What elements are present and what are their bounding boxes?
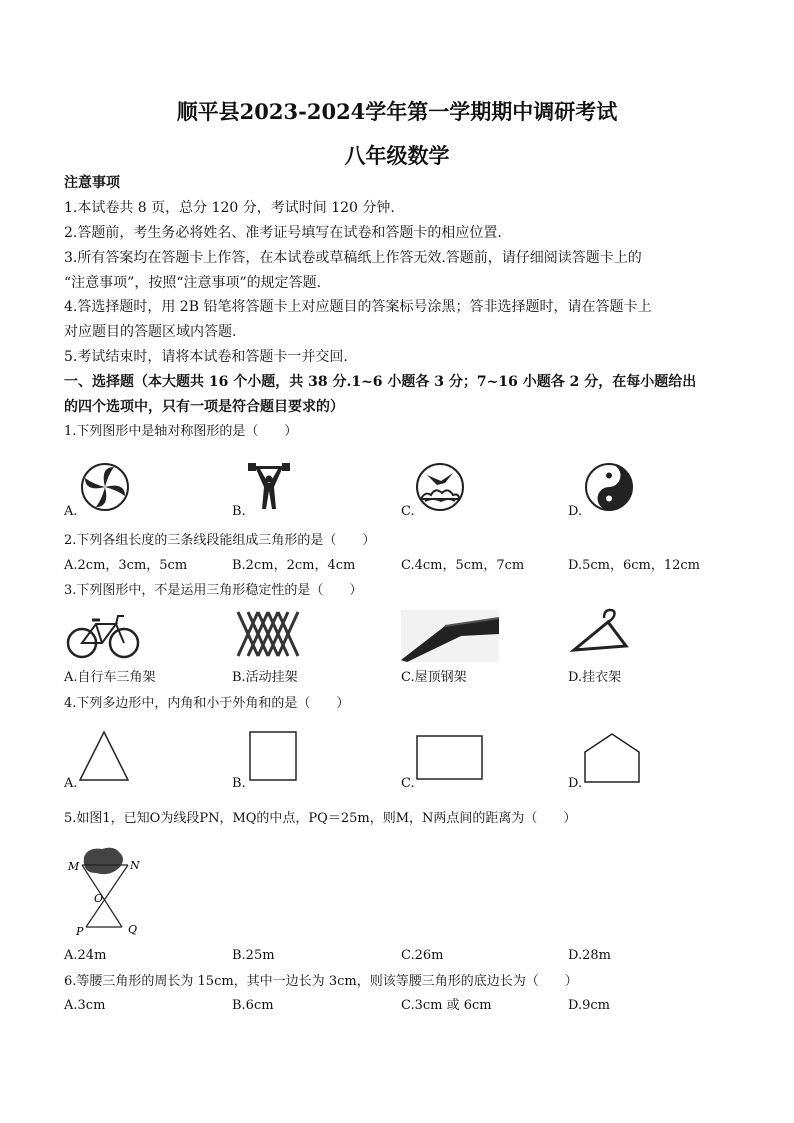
q5-option-c: C.26m bbox=[401, 948, 444, 963]
q3-figure-c-roof-truss bbox=[401, 610, 499, 662]
exam-subtitle: 八年级数学 bbox=[344, 143, 450, 168]
q1-figure-c-bird-clouds bbox=[415, 459, 465, 515]
question-6-stem: 6.等腰三角形的周长为 15cm，其中一边长为 3cm，则该等腰三角形的底边长为（ ） bbox=[64, 974, 578, 989]
label-n: N bbox=[130, 859, 140, 872]
q4-figure-d-pentagon bbox=[584, 732, 642, 784]
q3-option-d: D.挂衣架 bbox=[568, 670, 622, 685]
q2-option-b: B.2cm，2cm，4cm bbox=[232, 558, 356, 573]
q4-option-d: D. bbox=[568, 776, 583, 791]
note-line: 1.本试卷共 8 页，总分 120 分，考试时间 120 分钟. bbox=[64, 200, 395, 216]
question-2-stem: 2.下列各组长度的三条线段能组成三角形的是（ ） bbox=[64, 533, 376, 548]
question-4-stem: 4.下列多边形中，内角和小于外角和的是（ ） bbox=[64, 696, 350, 711]
q2-option-c: C.4cm，5cm，7cm bbox=[401, 558, 525, 573]
label-m: M bbox=[68, 860, 80, 873]
question-5-stem: 5.如图1，已知O为线段PN，MQ的中点，PQ＝25m，则M，N两点间的距离为（ ） bbox=[64, 811, 577, 826]
q6-option-d: D.9cm bbox=[568, 998, 610, 1013]
q1-option-d: D. bbox=[568, 504, 583, 519]
q1-figure-d-yinyang bbox=[584, 459, 634, 515]
q4-option-a: A. bbox=[64, 776, 78, 791]
q1-figure-b-weightlifter bbox=[246, 461, 292, 511]
question-1-stem: 1.下列图形中是轴对称图形的是（ ） bbox=[64, 424, 298, 439]
q1-option-a: A. bbox=[64, 504, 78, 519]
notes-heading: 注意事项 bbox=[64, 175, 120, 191]
q3-option-a: A.自行车三角架 bbox=[64, 670, 156, 685]
q3-figure-d-clothes-hanger bbox=[568, 606, 632, 662]
q3-figure-a-bicycle bbox=[66, 610, 140, 660]
q2-option-a: A.2cm，3cm，5cm bbox=[64, 558, 188, 573]
note-line: 5.考试结束时，请将本试卷和答题卡一并交回. bbox=[64, 349, 348, 365]
q4-figure-b-square bbox=[249, 731, 299, 783]
q1-option-c: C. bbox=[401, 504, 415, 519]
q3-option-c: C.屋顶钢架 bbox=[401, 670, 467, 685]
q6-option-c: C.3cm 或 6cm bbox=[401, 998, 492, 1013]
q4-option-c: C. bbox=[401, 776, 415, 791]
note-line: 4.答选择题时，用 2B 铅笔将答题卡上对应题目的答案标号涂黑；答非选择题时，请在答题卡上 bbox=[64, 299, 652, 315]
q1-option-b: B. bbox=[232, 504, 246, 519]
label-p: P bbox=[76, 925, 84, 937]
q4-figure-c-rectangle bbox=[416, 735, 484, 781]
q4-option-b: B. bbox=[232, 776, 246, 791]
q3-figure-b-folding-rack bbox=[234, 608, 304, 660]
q3-option-b: B.活动挂架 bbox=[232, 670, 298, 685]
section-heading: 一、选择题（本大题共 16 个小题，共 38 分.1~6 小题各 3 分；7~16 小题各 2 分，在每小题给出 bbox=[64, 374, 697, 390]
q4-figure-a-triangle bbox=[78, 730, 130, 782]
note-line: “注意事项”，按照“注意事项”的规定答题. bbox=[64, 275, 322, 291]
question-3-stem: 3.下列图形中，不是运用三角形稳定性的是（ ） bbox=[64, 583, 363, 598]
q5-option-d: D.28m bbox=[568, 948, 611, 963]
label-q: Q bbox=[128, 923, 138, 936]
section-heading-cont: 的四个选项中，只有一项是符合题目要求的） bbox=[64, 399, 344, 415]
q5-figure-pond-distance bbox=[66, 845, 146, 937]
q2-option-d: D.5cm，6cm，12cm bbox=[568, 558, 700, 573]
q6-option-b: B.6cm bbox=[232, 998, 274, 1013]
q5-option-a: A.24m bbox=[64, 948, 107, 963]
note-line: 对应题目的答题区域内答题. bbox=[64, 324, 237, 340]
exam-title: 顺平县2023-2024学年第一学期期中调研考试 bbox=[176, 99, 618, 124]
label-o: O bbox=[94, 892, 104, 905]
q5-option-b: B.25m bbox=[232, 948, 275, 963]
note-line: 2.答题前，考生务必将姓名、准考证号填写在试卷和答题卡的相应位置. bbox=[64, 225, 502, 241]
q6-option-a: A.3cm bbox=[64, 998, 106, 1013]
note-line: 3.所有答案均在答题卡上作答，在本试卷或草稿纸上作答无效.答题前，请仔细阅读答题卡上的 bbox=[64, 250, 642, 266]
q1-figure-a-pinwheel bbox=[80, 459, 130, 515]
